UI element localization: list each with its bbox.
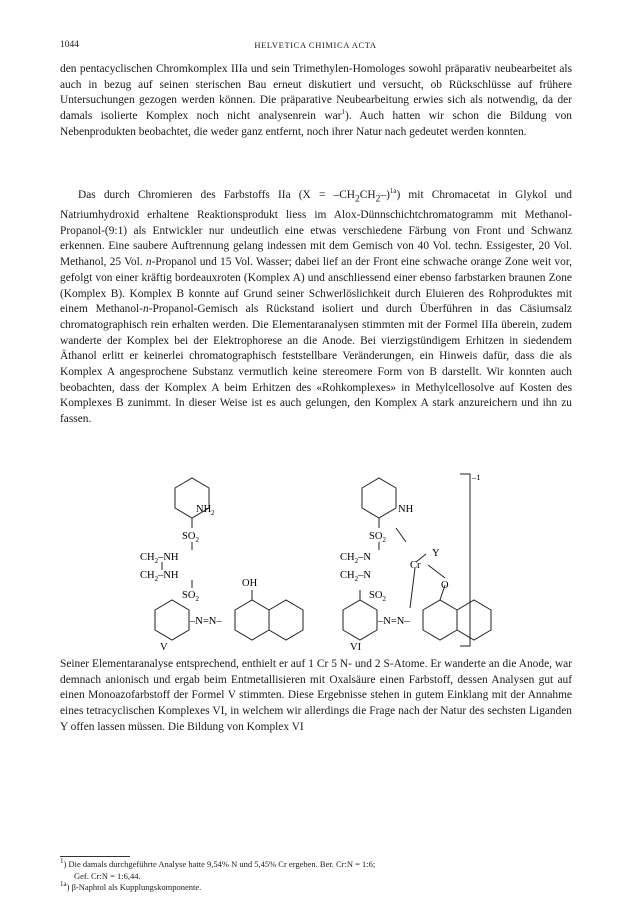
footnotes: [60, 859, 572, 894]
v-ch2nh-1-label: $CH_2-NH$: [140, 552, 179, 565]
p2-italic-n-1: n: [145, 256, 152, 269]
vi-benzene-ring-bottom: [343, 600, 377, 640]
paragraph-3-text: Seiner Elementaranalyse entsprechend, enthielt er auf 1 Cr 5 N- und 2 S-Atome. Er wanderte an die Anode, war demnach anionisch und ergab beim Entmetallisieren mit Oxalsäure einen Farbstoff, dessen Analysen gut auf einen Monoazofarbstoff der Formel V stimmten. Diese Ergebnisse stehen in gutem Einklang mit der Annahme eines tetracyclischen Komplexes VI, in welchem wir allerdings die Frage nach der Natur des sechsten Liganden Y offen lassen müssen. Die Bildung von Komplex VI: [60, 658, 572, 733]
vi-charge-label: –1: [472, 472, 481, 482]
footnote-1-text: ) Die damals durchgeführte Analyse hatte 9,54% N und 5,45% Cr ergeben. Ber. Cr:N = 1:6;: [63, 859, 376, 869]
v-benzene-ring-bottom: [155, 600, 189, 640]
footnote-1-continued: Gef. Cr:N = 1:6,44.: [74, 870, 141, 881]
footnote-1: [60, 859, 572, 871]
v-nh2-label: $NH_2$: [196, 504, 215, 517]
p2-text-b: CH: [359, 189, 376, 201]
vi-benzene-ring-top: [362, 478, 396, 518]
vi-y-label: Y: [432, 548, 440, 559]
v-so2-top-label: $SO_2$: [182, 531, 199, 544]
running-header: [60, 40, 571, 54]
p2-sub-2: 2: [375, 194, 381, 205]
footnote-ref-1a: 1a: [389, 187, 397, 196]
v-so2-bottom-label: $SO_2$: [182, 590, 199, 603]
p2-italic-n-2: n: [143, 303, 149, 316]
vi-so2-bottom-label: $SO_2$: [369, 590, 386, 603]
footnote-1a-mark: 1a: [60, 880, 67, 889]
page-number: 1044: [60, 40, 79, 50]
vi-naphthol-ring-b: [457, 600, 491, 640]
vi-o-label: O: [441, 580, 449, 591]
p2-text-e: -Propanol und 15 Vol. Wasser; dabei lief an der Front eine schwache orange Zone weit vor, gefolgt von einer kräftig bordeauxroten (Komplex A) und anschliessend einer ebenso farbstarken braunen Zone (Komplex B). Komplex B konnte auf Grund seiner Schwerlöslichkeit durch Eluieren des Rohproduktes mit einem Methanol-: [60, 256, 572, 316]
footnote-rule: [60, 856, 130, 857]
vi-azo-label: –N=N–: [378, 616, 410, 627]
v-naphthol-ring-b: [269, 600, 303, 640]
vi-compound-label: VI: [350, 642, 362, 650]
vi-ch2n-2-label: $CH_2-N$: [340, 570, 371, 583]
vi-naphthol-ring-a: [423, 600, 457, 640]
vi-ch2n-1-label: $CH_2-N$: [340, 552, 371, 565]
paragraph-1-text: den pentacyclischen Chromkomplex IIIa und sein Trimethylen-Homologes sowohl präparativ neubearbeitet als auch in bezug auf seinen sterischen Bau erneut diskutiert und versucht, ob Rückschlüsse auf frühere Untersuchungen gezogen werden können. Die präparative Neubearbeitung erwies sich als notwendig, da der damals isolierte Komplex noch nicht analysenrein war: [60, 63, 572, 123]
vi-nh-label: NH: [398, 504, 414, 515]
p2-text-d: ) mit Chromacetat in Glykol und Natriumhydroxid erhaltene Reaktionsprodukt liess im Alox-Dünnschichtchromatogramm mit Methanol-Propanol-(9:1) als Entwickler nur undeutlich eine etwas verschiedene Färbung von Front und Schwanz erkennen. Eine saubere Auftrennung gelang indessen mit dem Gemisch von 40 Vol. techn. Essigester, 20 Vol. Methanol, 25 Vol.: [60, 189, 573, 269]
footnote-1a-text: ) β-Naphtol als Kupplungskomponente.: [66, 882, 202, 892]
vi-cr-label: Cr: [410, 560, 421, 571]
v-naphthol-ring-a: [235, 600, 269, 640]
footnote-1-mark: 1: [60, 857, 64, 866]
p2-text-f: -Propanol-Gemisch als Rückstand isoliert und durch Überführen in das Cäsiumsalz chromatographisch rein erhalten werden. Die Elementaranalysen stimmten mit der Formel IIIa überein, zudem wanderte der Komplex bei der Elektrophorese an die Anode. Bei vierzigstündigem Erhitzen in siedendem Äthanol erlitt er keinerlei chromatographisch feststellbare Veränderungen, ein Hinweis dafür, dass die als Komplex A angesprochene Substanz vermutlich keine stereomere Form von B darstellt. Wir konnten auch beobachten, dass der Komplex A beim Erhitzen des «Rohkomplexes» in Methylcellosolve auf Kosten des Komplexes B zunimmt. In dieser Weise ist es auch gelungen, den Komplex A stark anzureichern und ihn zu fassen.: [60, 303, 572, 426]
v-azo-label: –N=N–: [190, 616, 222, 627]
footnote-ref-1: 1: [341, 108, 345, 117]
p2-text-a: Das durch Chromieren des Farbstoffs IIa (X = –CH: [78, 189, 356, 201]
p2-sub-1: 2: [355, 194, 360, 205]
v-compound-label: V: [160, 642, 168, 650]
paragraph-3: [60, 657, 572, 736]
vi-so2-top-label: $SO_2$: [369, 531, 386, 544]
paragraph-1: [60, 62, 572, 141]
v-ch2nh-2-label: $CH_2-NH$: [140, 570, 179, 583]
journal-title: HELVETICA CHIMICA ACTA: [254, 40, 377, 50]
p2-text-c: –): [380, 189, 390, 201]
v-oh-label: OH: [242, 578, 258, 589]
paragraph-1-end: ). Auch hatten wir schon die Bildung von Nebenprodukten beobachtet, die weder ganz entfernt, noch ihrer Natur nach gedeutet werden konnten.: [60, 110, 572, 138]
vi-complex-bracket: [460, 474, 470, 646]
chemical-structures-figure: [60, 470, 572, 650]
paragraph-2: [60, 188, 572, 428]
footnote-1a: [60, 882, 572, 894]
